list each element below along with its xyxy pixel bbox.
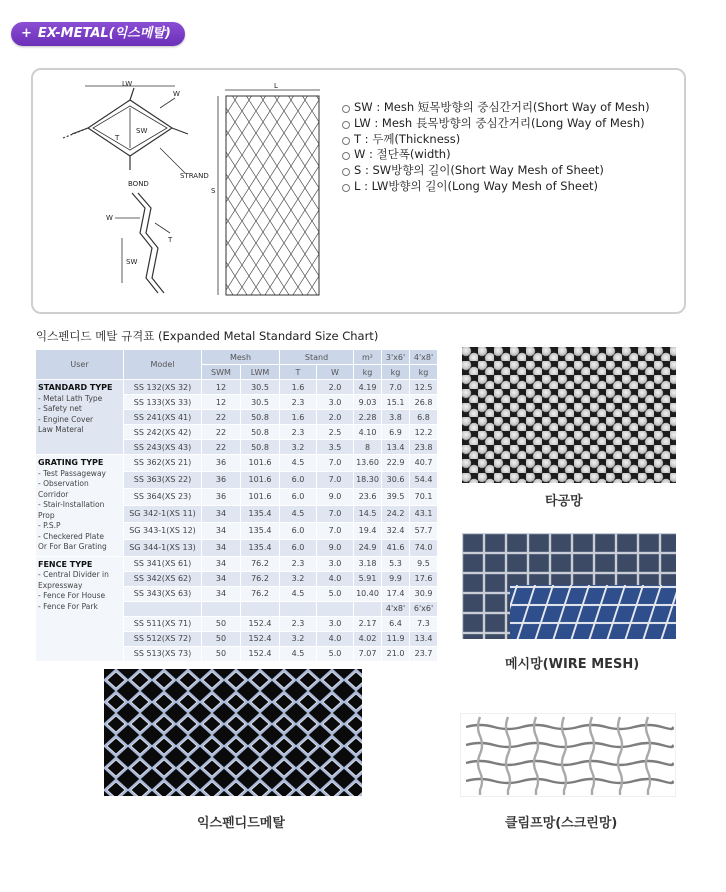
value-cell: 2.17 bbox=[354, 616, 382, 631]
model-cell: SS 243(XS 43) bbox=[124, 440, 202, 455]
value-cell: 36 bbox=[202, 471, 241, 488]
usage-line: - Safety net bbox=[38, 404, 82, 413]
value-cell: 50 bbox=[202, 616, 241, 631]
value-cell: 34 bbox=[202, 539, 241, 556]
col-user: User bbox=[36, 350, 124, 380]
value-cell: 3.0 bbox=[317, 395, 354, 410]
value-cell: 2.5 bbox=[317, 425, 354, 440]
mesh-cell-drawing bbox=[63, 86, 188, 173]
value-cell: 19.4 bbox=[354, 522, 382, 539]
value-cell: 2.28 bbox=[354, 410, 382, 425]
crimped-mesh-caption: 클림프망(스크린망) bbox=[505, 816, 618, 831]
usage-line: - Fence For Park bbox=[38, 601, 98, 611]
col-stand: Stand bbox=[280, 350, 354, 365]
value-cell: 3.2 bbox=[280, 571, 317, 586]
sw-label: SW bbox=[136, 127, 148, 135]
usage-line: - P.S.P bbox=[38, 521, 61, 530]
value-cell: 1.6 bbox=[280, 380, 317, 395]
value-cell: 17.4 bbox=[382, 586, 410, 601]
value-cell: 135.4 bbox=[241, 522, 280, 539]
value-cell: 7.0 bbox=[382, 380, 410, 395]
value-cell: 4.5 bbox=[280, 646, 317, 661]
value-cell: 4.5 bbox=[280, 455, 317, 472]
model-cell: SS 341(XS 61) bbox=[124, 556, 202, 571]
value-cell: 7.07 bbox=[354, 646, 382, 661]
value-cell: 24.9 bbox=[354, 539, 382, 556]
legend-item: S : SW방향의 길이(Short Way Mesh of Sheet) bbox=[342, 163, 650, 179]
value-cell: 7.0 bbox=[317, 471, 354, 488]
perforated-mesh-photo bbox=[462, 347, 676, 483]
value-cell: 101.6 bbox=[241, 488, 280, 505]
value-cell: 43.1 bbox=[410, 505, 438, 522]
value-cell bbox=[354, 601, 382, 616]
usage-line: - Test Passageway bbox=[38, 468, 106, 478]
value-cell: 6'x6' bbox=[410, 601, 438, 616]
value-cell: 6.9 bbox=[382, 425, 410, 440]
value-cell: 57.7 bbox=[410, 522, 438, 539]
value-cell: 34 bbox=[202, 505, 241, 522]
w-label-top: W bbox=[173, 90, 180, 98]
model-cell: SS 242(XS 42) bbox=[124, 425, 202, 440]
col-t: T bbox=[280, 365, 317, 380]
usage-line: - Central Divider in bbox=[38, 570, 109, 579]
value-cell: 6.0 bbox=[280, 471, 317, 488]
legend-item: T : 두께(Thickness) bbox=[342, 132, 650, 148]
l-label: L bbox=[274, 82, 278, 90]
value-cell: 9.03 bbox=[354, 395, 382, 410]
value-cell: 13.60 bbox=[354, 455, 382, 472]
value-cell: 5.0 bbox=[317, 646, 354, 661]
plus-icon: + bbox=[21, 26, 32, 41]
value-cell: 39.5 bbox=[382, 488, 410, 505]
wire-mesh-caption: 메시망(WIRE MESH) bbox=[505, 657, 640, 672]
usage-line: - Observation Corridor bbox=[38, 479, 89, 499]
col-4x8: 4'x8' bbox=[410, 350, 438, 365]
value-cell: 6.0 bbox=[280, 522, 317, 539]
value-cell: 34 bbox=[202, 586, 241, 601]
value-cell: 32.4 bbox=[382, 522, 410, 539]
value-cell: 13.4 bbox=[410, 631, 438, 646]
model-cell: SS 133(XS 33) bbox=[124, 395, 202, 410]
model-cell: SG 343-1(XS 12) bbox=[124, 522, 202, 539]
value-cell: 22 bbox=[202, 410, 241, 425]
value-cell: 54.4 bbox=[410, 471, 438, 488]
value-cell: 36 bbox=[202, 488, 241, 505]
value-cell: 13.4 bbox=[382, 440, 410, 455]
table-row bbox=[36, 556, 438, 571]
value-cell: 30.5 bbox=[241, 395, 280, 410]
value-cell: 76.2 bbox=[241, 571, 280, 586]
value-cell: 50 bbox=[202, 631, 241, 646]
legend-item: LW : Mesh 長목방향의 중심간거리(Long Way of Mesh) bbox=[342, 116, 650, 132]
value-cell: 4.5 bbox=[280, 586, 317, 601]
value-cell: 76.2 bbox=[241, 586, 280, 601]
value-cell: 6.0 bbox=[280, 539, 317, 556]
value-cell: 3.5 bbox=[317, 440, 354, 455]
model-cell: SS 132(XS 32) bbox=[124, 380, 202, 395]
value-cell: 34 bbox=[202, 522, 241, 539]
usage-line: - Metal Lath Type bbox=[38, 393, 103, 403]
table-body bbox=[36, 380, 438, 662]
value-cell: 40.7 bbox=[410, 455, 438, 472]
value-cell: 152.4 bbox=[241, 646, 280, 661]
value-cell: 11.9 bbox=[382, 631, 410, 646]
t-label-side: T bbox=[168, 236, 173, 244]
col-model: Model bbox=[124, 350, 202, 380]
model-cell: SG 344-1(XS 13) bbox=[124, 539, 202, 556]
perforated-caption: 타공망 bbox=[545, 494, 583, 509]
strand-section-drawing bbox=[115, 193, 170, 293]
bond-label: BOND bbox=[128, 180, 149, 188]
value-cell: 3.2 bbox=[280, 631, 317, 646]
value-cell: 7.0 bbox=[317, 505, 354, 522]
col-kg: kg bbox=[354, 365, 382, 380]
mesh-dimension-diagram bbox=[60, 78, 330, 303]
value-cell: 21.0 bbox=[382, 646, 410, 661]
expanded-metal-caption: 익스펜디드메탈 bbox=[197, 816, 285, 831]
col-lwm: LWM bbox=[241, 365, 280, 380]
s-label: S bbox=[211, 187, 216, 195]
sheet-drawing bbox=[218, 90, 320, 295]
value-cell: 4.10 bbox=[354, 425, 382, 440]
value-cell: 15.1 bbox=[382, 395, 410, 410]
usage-line: Expressway bbox=[38, 580, 83, 590]
value-cell: 4.0 bbox=[317, 631, 354, 646]
legend-item: W : 절단폭(width) bbox=[342, 147, 650, 163]
col-3x6: 3'x6' bbox=[382, 350, 410, 365]
value-cell: 2.0 bbox=[317, 380, 354, 395]
usage-group-cell bbox=[36, 556, 124, 661]
col-swm: SWM bbox=[202, 365, 241, 380]
value-cell: 9.5 bbox=[410, 556, 438, 571]
usage-type: STANDARD TYPE bbox=[38, 383, 113, 392]
value-cell: 50.8 bbox=[241, 410, 280, 425]
model-cell: SS 343(XS 63) bbox=[124, 586, 202, 601]
value-cell: 9.0 bbox=[317, 539, 354, 556]
value-cell: 76.2 bbox=[241, 556, 280, 571]
usage-type: FENCE TYPE bbox=[38, 559, 93, 569]
sw-label-side: SW bbox=[126, 258, 138, 266]
value-cell: 22 bbox=[202, 440, 241, 455]
usage-line: - Checkered Plate bbox=[38, 531, 104, 541]
col-mesh: Mesh bbox=[202, 350, 280, 365]
value-cell: 24.2 bbox=[382, 505, 410, 522]
value-cell: 74.0 bbox=[410, 539, 438, 556]
table-row bbox=[36, 380, 438, 395]
value-cell: 34 bbox=[202, 556, 241, 571]
size-chart-title: 익스펜디드 메탈 규격표 (Expanded Metal Standard Size Chart) bbox=[36, 329, 379, 343]
value-cell: 152.4 bbox=[241, 616, 280, 631]
model-cell: SS 241(XS 41) bbox=[124, 410, 202, 425]
value-cell: 7.0 bbox=[317, 522, 354, 539]
value-cell: 4.5 bbox=[280, 505, 317, 522]
value-cell: 6.4 bbox=[382, 616, 410, 631]
value-cell: 2.3 bbox=[280, 395, 317, 410]
value-cell: 101.6 bbox=[241, 455, 280, 472]
value-cell: 22.9 bbox=[382, 455, 410, 472]
model-cell: SS 511(XS 71) bbox=[124, 616, 202, 631]
value-cell: 17.6 bbox=[410, 571, 438, 586]
col-kg: kg bbox=[410, 365, 438, 380]
value-cell: 36 bbox=[202, 455, 241, 472]
value-cell: 3.0 bbox=[317, 616, 354, 631]
value-cell: 2.3 bbox=[280, 616, 317, 631]
value-cell: 2.3 bbox=[280, 425, 317, 440]
usage-type: GRATING TYPE bbox=[38, 458, 104, 467]
value-cell: 10.40 bbox=[354, 586, 382, 601]
usage-line: - Fence For House bbox=[38, 591, 106, 600]
value-cell: 18.30 bbox=[354, 471, 382, 488]
value-cell: 4'x8' bbox=[382, 601, 410, 616]
value-cell: 7.0 bbox=[317, 455, 354, 472]
value-cell: 4.02 bbox=[354, 631, 382, 646]
model-cell: SS 513(XS 73) bbox=[124, 646, 202, 661]
value-cell: 2.3 bbox=[280, 556, 317, 571]
value-cell: 23.8 bbox=[410, 440, 438, 455]
section-title: EX-METAL(익스메탈) bbox=[37, 26, 171, 41]
model-cell: SS 512(XS 72) bbox=[124, 631, 202, 646]
value-cell: 4.19 bbox=[354, 380, 382, 395]
model-cell: SS 363(XS 22) bbox=[124, 471, 202, 488]
dimension-legend bbox=[342, 100, 650, 195]
value-cell: 41.6 bbox=[382, 539, 410, 556]
wire-mesh-photo bbox=[462, 533, 676, 639]
usage-group-cell bbox=[36, 455, 124, 557]
value-cell: 3.18 bbox=[354, 556, 382, 571]
model-cell: SG 342-1(XS 11) bbox=[124, 505, 202, 522]
legend-item: L : LW방향의 길이(Long Way Mesh of Sheet) bbox=[342, 179, 650, 195]
value-cell bbox=[280, 601, 317, 616]
t-label-top: T bbox=[115, 134, 120, 142]
col-kg: kg bbox=[382, 365, 410, 380]
value-cell: 12.2 bbox=[410, 425, 438, 440]
value-cell: 50.8 bbox=[241, 425, 280, 440]
value-cell: 14.5 bbox=[354, 505, 382, 522]
value-cell: 4.0 bbox=[317, 571, 354, 586]
value-cell: 5.91 bbox=[354, 571, 382, 586]
model-cell bbox=[124, 601, 202, 616]
w-label-side: W bbox=[106, 214, 113, 222]
value-cell: 6.0 bbox=[280, 488, 317, 505]
value-cell bbox=[241, 601, 280, 616]
value-cell: 3.8 bbox=[382, 410, 410, 425]
value-cell: 22 bbox=[202, 425, 241, 440]
value-cell: 12 bbox=[202, 395, 241, 410]
value-cell: 30.9 bbox=[410, 586, 438, 601]
value-cell: 135.4 bbox=[241, 505, 280, 522]
value-cell: 23.6 bbox=[354, 488, 382, 505]
value-cell: 30.5 bbox=[241, 380, 280, 395]
value-cell: 30.6 bbox=[382, 471, 410, 488]
legend-item: SW : Mesh 短목방향의 중심간거리(Short Way of Mesh) bbox=[342, 100, 650, 116]
strand-label: STRAND bbox=[180, 172, 209, 180]
value-cell: 152.4 bbox=[241, 631, 280, 646]
usage-line: Law Materal bbox=[38, 425, 84, 434]
value-cell: 12.5 bbox=[410, 380, 438, 395]
usage-group-cell bbox=[36, 380, 124, 455]
standard-size-table bbox=[35, 349, 438, 662]
value-cell bbox=[317, 601, 354, 616]
value-cell: 23.7 bbox=[410, 646, 438, 661]
usage-line: - Engine Cover bbox=[38, 414, 94, 424]
value-cell: 7.3 bbox=[410, 616, 438, 631]
expanded-metal-photo bbox=[104, 669, 362, 796]
section-title-badge bbox=[11, 22, 185, 46]
col-w: W bbox=[317, 365, 354, 380]
value-cell: 3.2 bbox=[280, 440, 317, 455]
value-cell: 2.0 bbox=[317, 410, 354, 425]
lw-label: LW bbox=[122, 80, 133, 88]
value-cell: 70.1 bbox=[410, 488, 438, 505]
value-cell bbox=[202, 601, 241, 616]
value-cell: 26.8 bbox=[410, 395, 438, 410]
value-cell: 1.6 bbox=[280, 410, 317, 425]
usage-line: - Stair-Installation Prop bbox=[38, 500, 105, 520]
value-cell: 135.4 bbox=[241, 539, 280, 556]
value-cell: 101.6 bbox=[241, 471, 280, 488]
value-cell: 34 bbox=[202, 571, 241, 586]
table-row bbox=[36, 455, 438, 472]
value-cell: 6.8 bbox=[410, 410, 438, 425]
value-cell: 12 bbox=[202, 380, 241, 395]
value-cell: 3.0 bbox=[317, 556, 354, 571]
usage-line: Or For Bar Grating bbox=[38, 542, 107, 551]
model-cell: SS 364(XS 23) bbox=[124, 488, 202, 505]
value-cell: 50.8 bbox=[241, 440, 280, 455]
col-m2: m² bbox=[354, 350, 382, 365]
value-cell: 5.0 bbox=[317, 586, 354, 601]
value-cell: 9.9 bbox=[382, 571, 410, 586]
value-cell: 50 bbox=[202, 646, 241, 661]
value-cell: 9.0 bbox=[317, 488, 354, 505]
model-cell: SS 342(XS 62) bbox=[124, 571, 202, 586]
value-cell: 5.3 bbox=[382, 556, 410, 571]
crimped-mesh-photo bbox=[460, 713, 676, 797]
value-cell: 8 bbox=[354, 440, 382, 455]
model-cell: SS 362(XS 21) bbox=[124, 455, 202, 472]
